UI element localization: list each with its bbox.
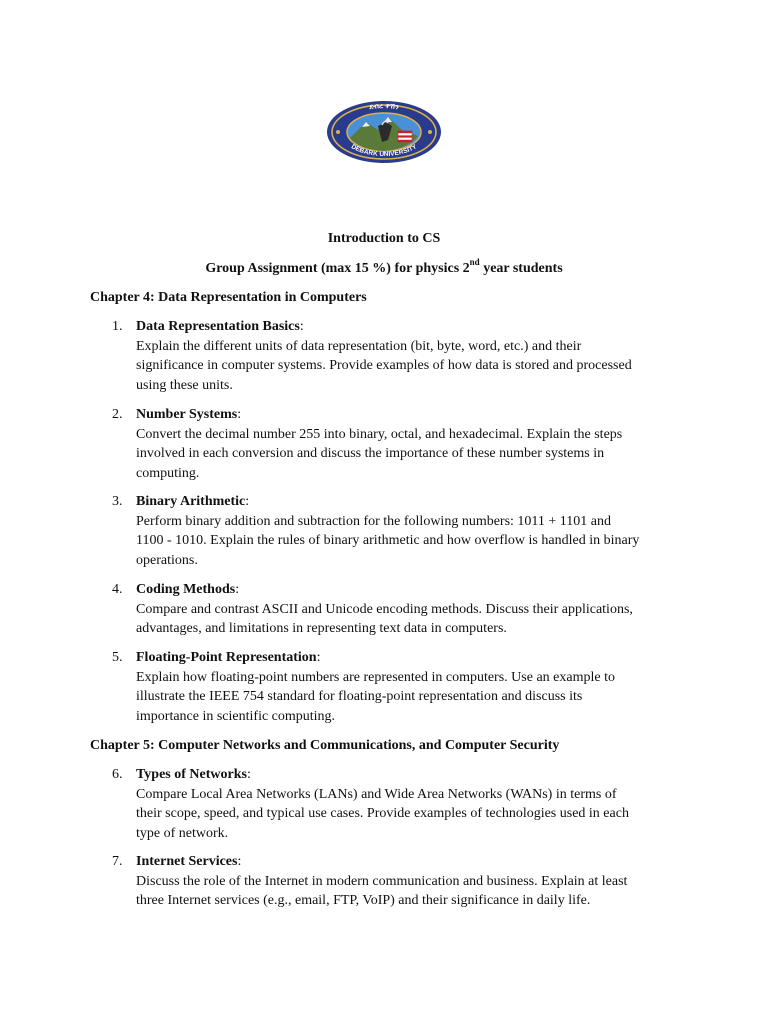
subtitle-text-end: year students — [479, 261, 563, 276]
document-subtitle — [0, 259, 768, 279]
item-line: Explain the different units of data representation (bit, byte, word, etc.) and their — [136, 338, 582, 354]
chapter-heading: Chapter 5: Computer Networks and Communications, and Computer Security — [90, 738, 560, 753]
seal-text — [326, 100, 442, 164]
item-line: involved in each conversion and discuss the importance of these number systems in — [136, 446, 605, 461]
item-line: type of network. — [136, 825, 229, 841]
item-number: 3. — [112, 494, 123, 509]
item-number: 4. — [112, 582, 123, 597]
item-title: Coding Methods — [136, 582, 236, 597]
item-line: importance in scientific computing. — [136, 708, 336, 724]
item-title: Number Systems — [136, 407, 238, 422]
item-line: their scope, speed, and typical use cases. Provide examples of technologies used in each — [136, 806, 629, 821]
item-number: 6. — [112, 767, 123, 782]
item-line: operations. — [136, 552, 198, 568]
item-line: Explain how floating-point numbers are represented in computers. Use an example to — [136, 669, 615, 685]
item-number: 7. — [112, 854, 123, 869]
item-line: Perform binary addition and subtraction for the following numbers: 1011 + 1101 and — [136, 513, 611, 529]
item-title: Types of Networks — [136, 767, 247, 782]
item-line: advantages, and limitations in representing text data in computers. — [136, 621, 507, 636]
document-page: ደብረ ዋሽን DEBARK UNIVERSITY Introduction to CS Group Assignment (max 15 %) for physics 2nd year students Chapter 4: Data Representation in Computers 1. Data Representation Basics: Explain the different units of data representation (bit, byte, word, etc.) and their significance in computer systems. Provide examples of how data is stored and processed using these units. 2. Number Systems: Convert the decimal number 255 into binary, octal, and hexadecimal. Explain the steps involved in each conversion and discuss the importance of these number systems in computing. 3. Binary Arithmetic: Perform binary addition and subtraction for the following numbers: 1011 + 1101 and 1100 - 1010. Explain the rules of binary arithmetic and how overflow is handled in binary operations. 4. Coding Methods: Compare and contrast ASCII and Unicode encoding methods. Discuss their applications, advantages, and limitations in representing text data in computers. 5. Floating-Point Representation: Explain how floating-point numbers are represented in computers. Use an example to illustrate the IEEE 754 standard for floating-point representation and discuss its importance in scientific computing. Chapter 5: Computer Networks and Communications, and Computer Security 6. Types of Networks: Compare Local Area Networks (LANs) and Wide Area Networks (WANs) in terms of their scope, speed, and typical use cases. Provide examples of technologies used in each type of network. 7. Internet Services: Discuss the role of the Internet in modern communication and business. Explain at least three Internet services (e.g., email, FTP, VoIP) and their significance in daily life. — [0, 0, 768, 1024]
item-line: Discuss the role of the Internet in modern communication and business. Explain at least — [136, 873, 628, 889]
item-line: Convert the decimal number 255 into binary, octal, and hexadecimal. Explain the steps — [136, 426, 623, 442]
item-title: Internet Services — [136, 854, 238, 869]
item-title: Data Representation Basics — [136, 319, 300, 334]
item-line: illustrate the IEEE 754 standard for floating-point representation and discuss its — [136, 689, 583, 704]
item-title: Floating-Point Representation — [136, 650, 317, 665]
svg-text:ደብረ ዋሽን — [368, 102, 400, 111]
subtitle-text: Group Assignment (max 15 %) for physics 2 — [205, 261, 470, 276]
svg-text:DEBARK UNIVERSITY — [350, 143, 419, 158]
item-line: three Internet services (e.g., email, FTP, VoIP) and their significance in daily life. — [136, 893, 591, 908]
item-line: significance in computer systems. Provide examples of how data is stored and processed — [136, 358, 632, 373]
item-line: Compare and contrast ASCII and Unicode encoding methods. Discuss their applications, — [136, 601, 633, 617]
subtitle-superscript: nd — [469, 257, 480, 268]
item-number: 1. — [112, 319, 123, 334]
item-number: 2. — [112, 407, 123, 422]
seal-bottom-text: DEBARK UNIVERSITY — [349, 143, 419, 159]
item-line: Compare Local Area Networks (LANs) and Wide Area Networks (WANs) in terms of — [136, 786, 617, 802]
university-logo — [326, 100, 442, 164]
chapter-heading: Chapter 4: Data Representation in Computers — [90, 290, 367, 305]
item-line: 1100 - 1010. Explain the rules of binary arithmetic and how overflow is handled in binary — [136, 533, 640, 548]
document-title: Introduction to CS — [327, 231, 441, 246]
item-line: computing. — [136, 465, 200, 481]
item-line: using these units. — [136, 377, 233, 393]
item-number: 5. — [112, 650, 123, 665]
seal-top-text: ደብረ ዋሽን — [368, 101, 400, 112]
item-title: Binary Arithmetic — [136, 494, 246, 509]
